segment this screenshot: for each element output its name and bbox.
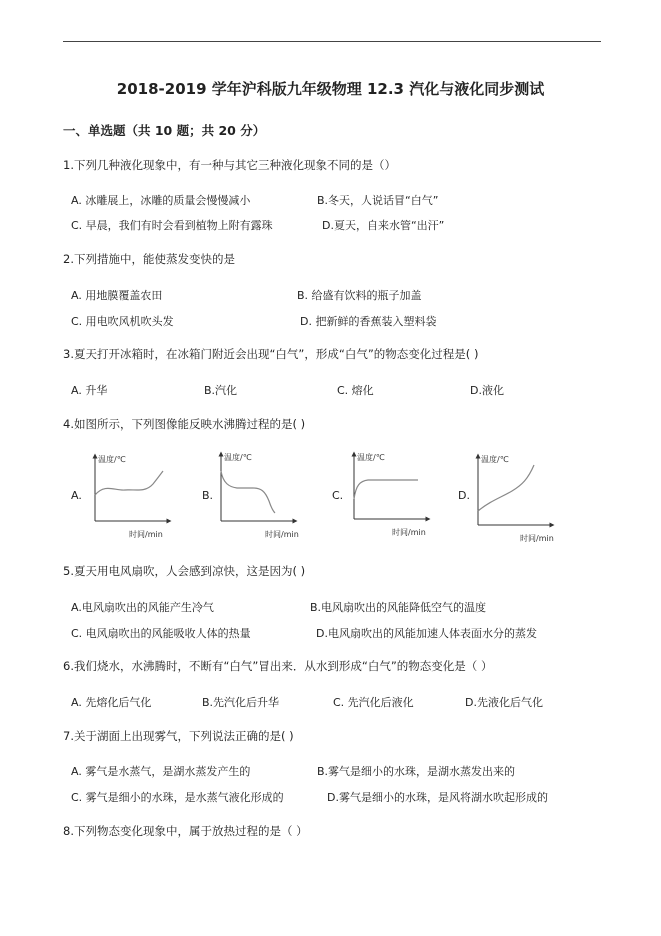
question-1-stem: 1.下列几种液化现象中，有一种与其它三种液化现象不同的是（） [63, 158, 396, 172]
graph-d-xlabel: 时间/min [520, 534, 554, 543]
graph-b-ylabel: 温度/℃ [224, 453, 252, 462]
graph-c-ylabel: 温度/℃ [357, 453, 385, 462]
q5-option-b[interactable]: B.电风扇吹出的风能降低空气的温度 [310, 601, 487, 614]
q6-option-c[interactable]: C. 先汽化后液化 [333, 696, 414, 709]
graph-a-ylabel: 温度/℃ [98, 455, 126, 464]
question-2-stem: 2.下列措施中，能使蒸发变快的是 [63, 252, 235, 266]
q6-option-a[interactable]: A. 先熔化后气化 [71, 696, 152, 709]
graph-d-curve [478, 465, 534, 511]
graph-b-label[interactable]: B. [202, 489, 214, 502]
q6-option-d[interactable]: D.先液化后气化 [465, 696, 543, 709]
q3-option-b[interactable]: B.汽化 [204, 384, 238, 397]
graph-c-label[interactable]: C. [332, 489, 344, 502]
q7-option-a[interactable]: A. 雾气是水蒸气，是湖水蒸发产生的 [71, 765, 251, 778]
q3-option-a[interactable]: A. 升华 [71, 384, 108, 397]
graph-a-xlabel: 时间/min [129, 530, 163, 539]
graph-b-curve [221, 471, 275, 513]
q1-option-d[interactable]: D.夏天，自来水管“出汗” [322, 219, 445, 232]
page-title: 2018-2019 学年沪科版九年级物理 12.3 汽化与液化同步测试 [116, 80, 545, 98]
graph-c [352, 451, 432, 541]
q6-option-b[interactable]: B.先汽化后升华 [202, 696, 280, 709]
graph-a [93, 453, 173, 543]
section-heading: 一、单选题（共 10 题；共 20 分） [63, 123, 266, 138]
q2-option-b[interactable]: B. 给盛有饮料的瓶子加盖 [297, 289, 422, 302]
q3-option-c[interactable]: C. 熔化 [337, 384, 374, 397]
graph-d-ylabel: 温度/℃ [481, 455, 509, 464]
question-3-stem: 3.夏天打开冰箱时，在冰箱门附近会出现“白气”，形成“白气”的物态变化过程是( ) [63, 347, 479, 361]
graph-a-curve [95, 471, 163, 495]
question-6-stem: 6.我们烧水，水沸腾时，不断有“白气”冒出来．从水到形成“白气”的物态变化是（ ） [63, 659, 493, 673]
q7-option-c[interactable]: C. 雾气是细小的水珠，是水蒸气液化形成的 [71, 791, 284, 804]
q2-option-d[interactable]: D. 把新鲜的香蕉装入塑料袋 [300, 315, 437, 328]
graph-b-xlabel: 时间/min [265, 530, 299, 539]
q5-option-c[interactable]: C. 电风扇吹出的风能吸收人体的热量 [71, 627, 251, 640]
q1-option-b[interactable]: B.冬天，人说话冒“白气” [317, 194, 439, 207]
q1-option-c[interactable]: C. 早晨，我们有时会看到植物上附有露珠 [71, 219, 273, 232]
q5-option-d[interactable]: D.电风扇吹出的风能加速人体表面水分的蒸发 [316, 627, 537, 640]
graph-a-label[interactable]: A. [71, 489, 82, 502]
graph-c-xlabel: 时间/min [392, 528, 426, 537]
q7-option-b[interactable]: B.雾气是细小的水珠，是湖水蒸发出来的 [317, 765, 516, 778]
graph-c-curve [354, 480, 418, 499]
q5-option-a[interactable]: A.电风扇吹出的风能产生冷气 [71, 601, 214, 614]
question-4-stem: 4.如图所示，下列图像能反映水沸腾过程的是( ) [63, 417, 306, 431]
q2-option-c[interactable]: C. 用电吹风机吹头发 [71, 315, 174, 328]
q7-option-d[interactable]: D.雾气是细小的水珠，是风将湖水吹起形成的 [327, 791, 548, 804]
graph-b [219, 451, 299, 541]
q1-option-a[interactable]: A. 冰雕展上，冰雕的质量会慢慢减小 [71, 194, 251, 207]
graph-d [476, 453, 556, 543]
graph-d-label[interactable]: D. [458, 489, 470, 502]
header-rule [63, 41, 601, 42]
question-8-stem: 8.下列物态变化现象中，属于放热过程的是（ ） [63, 824, 308, 838]
q2-option-a[interactable]: A. 用地膜覆盖农田 [71, 289, 163, 302]
question-7-stem: 7.关于湖面上出现雾气，下列说法正确的是( ) [63, 729, 294, 743]
question-5-stem: 5.夏天用电风扇吹，人会感到凉快，这是因为( ) [63, 564, 306, 578]
q3-option-d[interactable]: D.液化 [470, 384, 504, 397]
